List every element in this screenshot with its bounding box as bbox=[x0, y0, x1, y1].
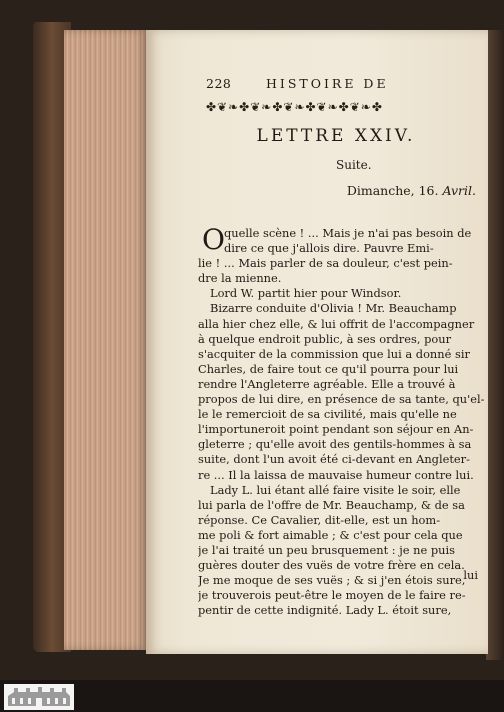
ornament-band: ✤❦❧✤❦❧✤❦❧✤❦❧✤❦❧✤ bbox=[206, 100, 383, 114]
text-line: lui parla de l'offre de Mr. Beauchamp, & de sa bbox=[198, 497, 465, 512]
text-line: rendre l'Angleterre agréable. Elle a trouvé à bbox=[198, 376, 456, 391]
text-line: Charles, de faire tout ce qu'il pourra pour lui bbox=[198, 361, 459, 376]
catchword: lui bbox=[463, 568, 478, 582]
text-line: guères douter des vuës de votre frère en cela. bbox=[198, 558, 465, 573]
dateline bbox=[276, 183, 476, 201]
letter-subheading: Suite. bbox=[336, 158, 372, 172]
text-line: s'acquiter de la commission que lui a donné sir bbox=[198, 346, 470, 361]
dateline-day: Dimanche, 16. bbox=[346, 183, 439, 198]
text-line: Bizarre conduite d'Olivia ! Mr. Beauchamp bbox=[210, 301, 457, 316]
text-line: quelle scène ! ... Mais je n'ai pas besoin de bbox=[224, 226, 472, 240]
book-page bbox=[146, 30, 488, 654]
dateline-month: Avril. bbox=[442, 183, 476, 198]
text-line: re ... Il la laissa de mauvaise humeur contre lui. bbox=[198, 467, 474, 482]
page-edges bbox=[64, 30, 148, 650]
text-line: Lord W. partit hier pour Windsor. bbox=[210, 286, 402, 301]
text-line: réponse. Ce Cavalier, dit-elle, est un hom- bbox=[198, 512, 441, 527]
text-line: suite, dont l'un avoit été ci-devant en Angleter- bbox=[198, 452, 470, 467]
running-title: HISTOIRE DE bbox=[266, 76, 389, 91]
page-number: 228 bbox=[206, 76, 232, 91]
text-line: pentir de cette indignité. Lady L. étoit sure, bbox=[198, 603, 452, 618]
book-cover-right bbox=[486, 30, 504, 660]
text-line: je trouverois peut-être le moyen de le faire re- bbox=[198, 588, 466, 603]
letter-heading: LETTRE XXIV. bbox=[256, 126, 416, 146]
text-line: Je me moque de ses vuës ; & si j'en étois sure, bbox=[198, 573, 466, 588]
text-line: gleterre ; qu'elle avoit des gentils-hommes à sa bbox=[198, 437, 472, 452]
running-head bbox=[206, 76, 486, 94]
text-line: lie ! ... Mais parler de sa douleur, c'est pein- bbox=[198, 256, 453, 271]
text-line: dre la mienne. bbox=[198, 271, 282, 286]
text-line: je l'ai traité un peu brusquement : je ne puis bbox=[198, 542, 455, 557]
text-line: le le remercioit de sa civilité, mais qu'elle ne bbox=[198, 407, 457, 422]
text-line: dire ce que j'allois dire. Pauvre Emi- bbox=[224, 241, 434, 256]
text-line: à quelque endroit public, à ses ordres, pour bbox=[198, 331, 452, 346]
text-line: alla hier chez elle, & lui offrit de l'accompagner bbox=[198, 316, 475, 331]
drop-cap: O bbox=[202, 223, 225, 256]
library-logo-icon bbox=[4, 684, 74, 710]
text-line: Lady L. lui étant allé faire visite le soir, elle bbox=[210, 482, 461, 497]
text-line: l'importuneroit point pendant son séjour en An- bbox=[198, 422, 474, 437]
text-line: me poli & fort aimable ; & c'est pour cela que bbox=[198, 527, 463, 542]
text-line: propos de lui dire, en présence de sa tante, qu'el- bbox=[198, 392, 485, 407]
body-text bbox=[198, 223, 486, 618]
